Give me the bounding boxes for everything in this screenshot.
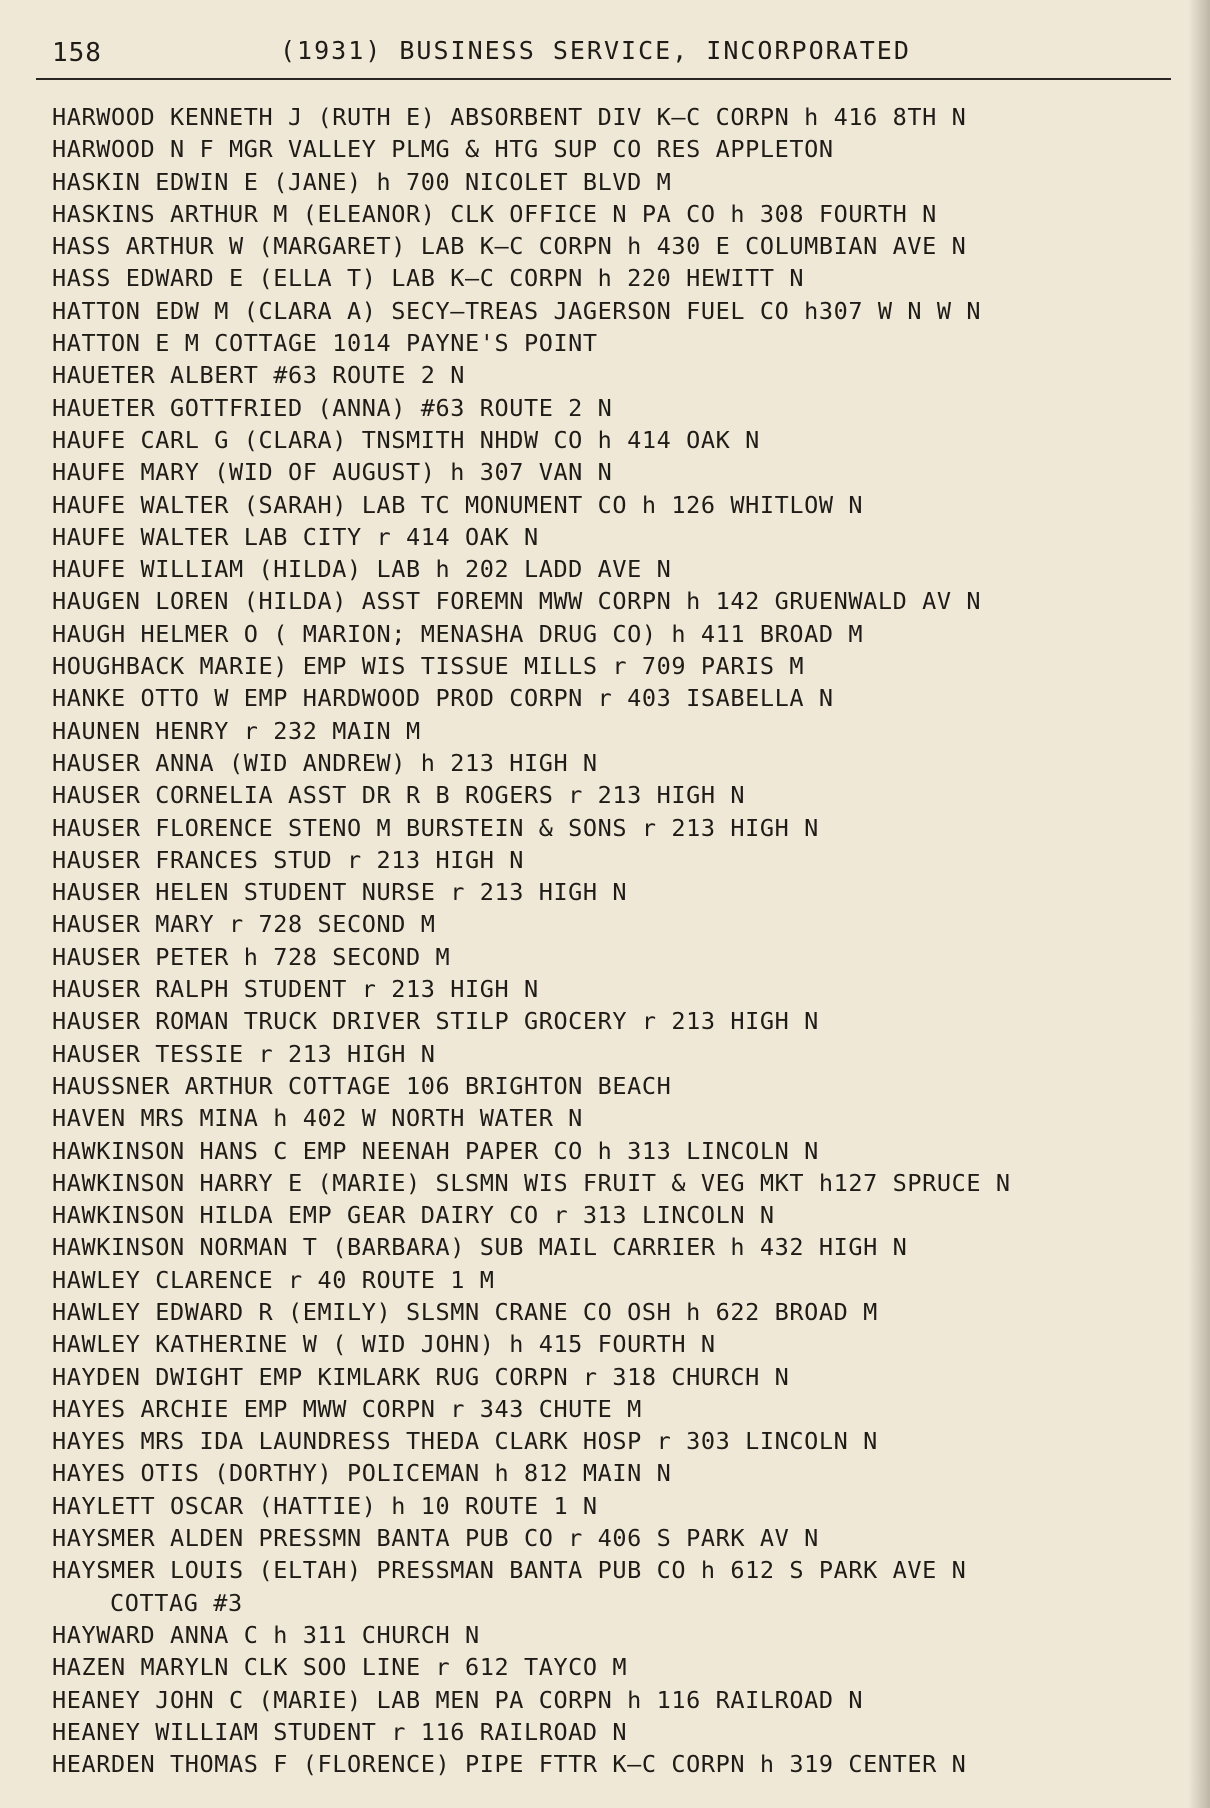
running-title: (1931) BUSINESS SERVICE, INCORPORATED — [280, 36, 911, 65]
directory-entry: HAUSER FLORENCE STENO M BURSTEIN & SONS r 213 HIGH N — [52, 813, 819, 842]
directory-entry: HAWKINSON NORMAN T (BARBARA) SUB MAIL CARRIER h 432 HIGH N — [52, 1233, 908, 1262]
directory-entry: HARWOOD N F MGR VALLEY PLMG & HTG SUP CO RES APPLETON — [52, 135, 834, 164]
directory-entry: HAYLETT OSCAR (HATTIE) h 10 ROUTE 1 N — [52, 1491, 598, 1520]
directory-entry: HAVEN MRS MINA h 402 W NORTH WATER N — [52, 1104, 583, 1133]
directory-entry: HAYSMER LOUIS (ELTAH) PRESSMAN BANTA PUB CO h 612 S PARK AVE N — [52, 1556, 967, 1585]
directory-entry: HAYES MRS IDA LAUNDRESS THEDA CLARK HOSP r 303 LINCOLN N — [52, 1427, 878, 1456]
directory-entry: HAWLEY KATHERINE W ( WID JOHN) h 415 FOURTH N — [52, 1330, 716, 1359]
directory-entry: HOUGHBACK MARIE) EMP WIS TISSUE MILLS r 709 PARIS M — [52, 652, 805, 681]
directory-entry: HAWKINSON HILDA EMP GEAR DAIRY CO r 313 LINCOLN N — [52, 1201, 775, 1230]
directory-entry: HASKINS ARTHUR M (ELEANOR) CLK OFFICE N PA CO h 308 FOURTH N — [52, 199, 937, 228]
directory-entry: HAYWARD ANNA C h 311 CHURCH N — [52, 1620, 480, 1649]
directory-entry: HAUSER TESSIE r 213 HIGH N — [52, 1039, 436, 1068]
directory-entry: HAUSER FRANCES STUD r 213 HIGH N — [52, 845, 524, 874]
directory-entry: HAUNEN HENRY r 232 MAIN M — [52, 716, 421, 745]
directory-entry: HAUGEN LOREN (HILDA) ASST FOREMN MWW CORPN h 142 GRUENWALD AV N — [52, 587, 982, 616]
directory-entry: HAUSER HELEN STUDENT NURSE r 213 HIGH N — [52, 878, 628, 907]
directory-entry: HASKIN EDWIN E (JANE) h 700 NICOLET BLVD M — [52, 167, 672, 196]
directory-entry: HEANEY WILLIAM STUDENT r 116 RAILROAD N — [52, 1717, 628, 1746]
directory-entry: HAUETER ALBERT #63 ROUTE 2 N — [52, 361, 465, 390]
directory-entry: HAYES OTIS (DORTHY) POLICEMAN h 812 MAIN N — [52, 1459, 672, 1488]
directory-entry: HEANEY JOHN C (MARIE) LAB MEN PA CORPN h 116 RAILROAD N — [52, 1685, 864, 1714]
directory-entry: HAUFE CARL G (CLARA) TNSMITH NHDW CO h 414 OAK N — [52, 425, 760, 454]
directory-entry: HAUFE MARY (WID OF AUGUST) h 307 VAN N — [52, 458, 613, 487]
directory-entry: HAZEN MARYLN CLK SOO LINE r 612 TAYCO M — [52, 1653, 628, 1682]
directory-entry: HATTON E M COTTAGE 1014 PAYNE'S POINT — [52, 329, 598, 358]
directory-entry: HAUSER ANNA (WID ANDREW) h 213 HIGH N — [52, 748, 598, 777]
directory-entry-continuation: COTTAG #3 — [110, 1588, 243, 1617]
directory-entry: HAUSER ROMAN TRUCK DRIVER STILP GROCERY r 213 HIGH N — [52, 1007, 819, 1036]
directory-entry: HAUFE WILLIAM (HILDA) LAB h 202 LADD AVE N — [52, 555, 672, 584]
directory-entry: HAUSER MARY r 728 SECOND M — [52, 910, 436, 939]
directory-entry: HAWLEY CLARENCE r 40 ROUTE 1 M — [52, 1265, 495, 1294]
directory-entry: HAYES ARCHIE EMP MWW CORPN r 343 CHUTE M — [52, 1394, 642, 1423]
page-number: 158 — [52, 38, 102, 68]
directory-entry: HAYSMER ALDEN PRESSMN BANTA PUB CO r 406 S PARK AV N — [52, 1524, 819, 1553]
directory-entry: HAUFE WALTER (SARAH) LAB TC MONUMENT CO h 126 WHITLOW N — [52, 490, 864, 519]
directory-entry: HAYDEN DWIGHT EMP KIMLARK RUG CORPN r 318 CHURCH N — [52, 1362, 790, 1391]
directory-entry: HAWKINSON HARRY E (MARIE) SLSMN WIS FRUIT & VEG MKT h127 SPRUCE N — [52, 1168, 1011, 1197]
directory-entry: HASS EDWARD E (ELLA T) LAB K–C CORPN h 220 HEWITT N — [52, 264, 805, 293]
directory-entry: HAUSER CORNELIA ASST DR R B ROGERS r 213 HIGH N — [52, 781, 746, 810]
directory-entry: HAUSER PETER h 728 SECOND M — [52, 942, 451, 971]
directory-entry: HARWOOD KENNETH J (RUTH E) ABSORBENT DIV K–C CORPN h 416 8TH N — [52, 103, 967, 131]
directory-entry: HATTON EDW M (CLARA A) SECY–TREAS JAGERSON FUEL CO h307 W N W N — [52, 296, 982, 325]
directory-entry-list — [52, 101, 1192, 1780]
directory-entry: HAUSSNER ARTHUR COTTAGE 106 BRIGHTON BEACH — [52, 1071, 672, 1100]
directory-entry: HEARDEN THOMAS F (FLORENCE) PIPE FTTR K–C CORPN h 319 CENTER N — [52, 1750, 967, 1779]
directory-entry: HANKE OTTO W EMP HARDWOOD PROD CORPN r 403 ISABELLA N — [52, 684, 834, 713]
directory-entry: HAUFE WALTER LAB CITY r 414 OAK N — [52, 522, 539, 551]
page-header — [52, 32, 1172, 72]
directory-entry: HAUSER RALPH STUDENT r 213 HIGH N — [52, 975, 539, 1004]
directory-entry: HAWLEY EDWARD R (EMILY) SLSMN CRANE CO OSH h 622 BROAD M — [52, 1297, 878, 1326]
directory-entry: HASS ARTHUR W (MARGARET) LAB K–C CORPN h 430 E COLUMBIAN AVE N — [52, 232, 967, 261]
directory-entry: HAWKINSON HANS C EMP NEENAH PAPER CO h 313 LINCOLN N — [52, 1136, 819, 1165]
directory-entry: HAUETER GOTTFRIED (ANNA) #63 ROUTE 2 N — [52, 393, 613, 422]
directory-entry: HAUGH HELMER O ( MARION; MENASHA DRUG CO) h 411 BROAD M — [52, 619, 864, 648]
header-rule — [36, 78, 1171, 80]
